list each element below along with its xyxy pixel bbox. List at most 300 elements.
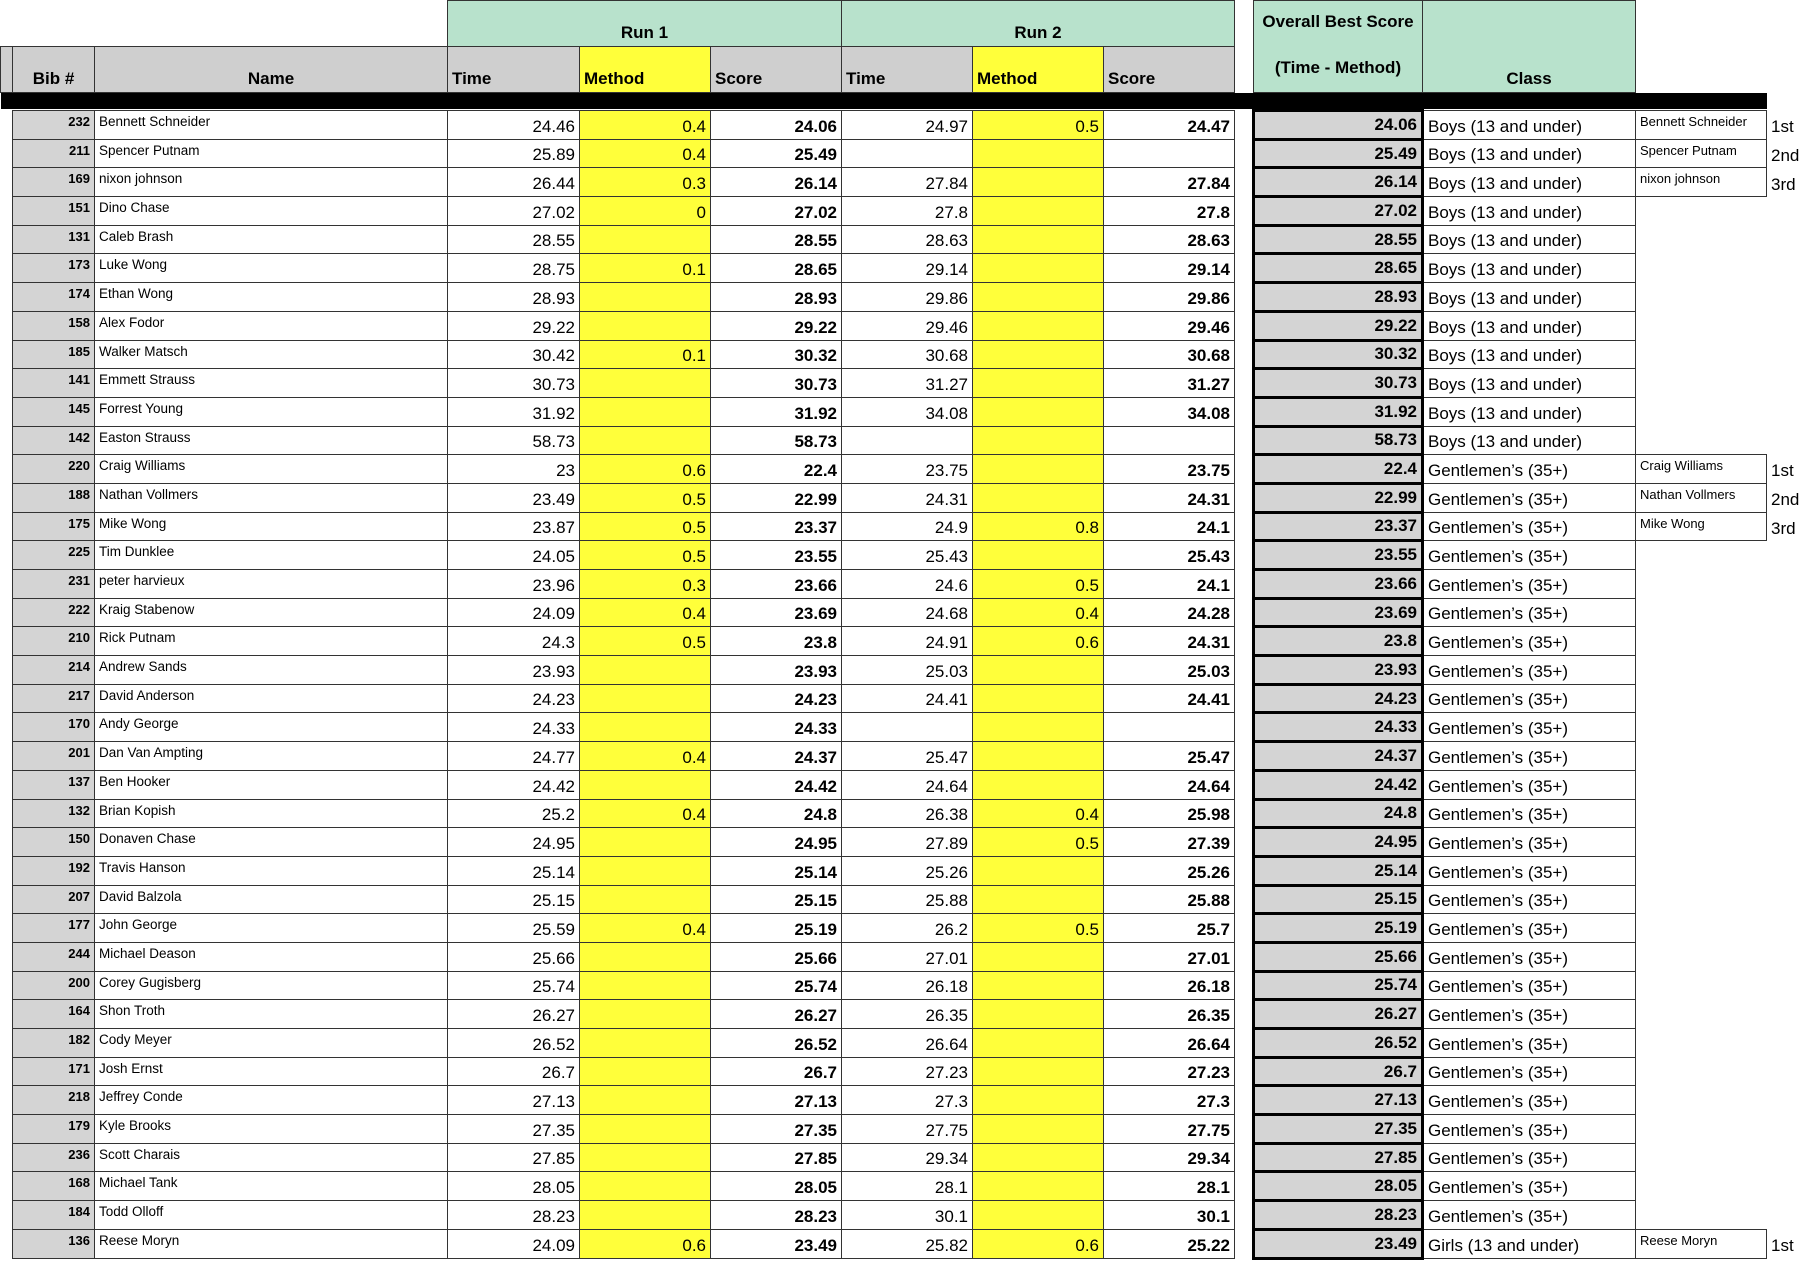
run1-score-cell: 29.22 xyxy=(711,311,842,340)
bib-cell: 214 xyxy=(13,656,95,685)
run1-score-cell: 25.66 xyxy=(711,942,842,971)
name-cell: Cody Meyer xyxy=(95,1029,448,1058)
run2-time-cell: 24.6 xyxy=(842,570,973,599)
row-spacer-cell xyxy=(1,111,13,140)
gap-cell xyxy=(1235,799,1254,828)
podium-place-cell xyxy=(1767,598,1802,627)
run2-time-cell: 28.1 xyxy=(842,1172,973,1201)
run2-score-cell: 27.39 xyxy=(1104,828,1235,857)
class-cell: Gentlemen’s (35+) xyxy=(1423,1029,1636,1058)
table-row xyxy=(1,1201,1802,1230)
run1-method-cell: 0.6 xyxy=(580,1229,711,1258)
podium-place-cell xyxy=(1767,225,1802,254)
name-cell: Brian Kopish xyxy=(95,799,448,828)
row-spacer-cell xyxy=(1,885,13,914)
podium-name-cell xyxy=(1636,225,1767,254)
run2-method-cell: 0.4 xyxy=(973,598,1104,627)
name-cell: Ethan Wong xyxy=(95,283,448,312)
overall-best-cell: 23.55 xyxy=(1254,541,1423,570)
overall-best-cell: 26.27 xyxy=(1254,1000,1423,1029)
run1-time-cell: 24.77 xyxy=(448,742,580,771)
gap-cell xyxy=(1235,742,1254,771)
run2-score-cell: 26.35 xyxy=(1104,1000,1235,1029)
run2-score-header: Score xyxy=(1104,47,1235,93)
row-spacer-cell xyxy=(1,340,13,369)
run2-score-cell: 24.41 xyxy=(1104,684,1235,713)
podium-name-cell xyxy=(1636,598,1767,627)
gap-cell xyxy=(1235,971,1254,1000)
run1-time-cell: 24.46 xyxy=(448,111,580,140)
bib-header: Bib # xyxy=(13,47,95,93)
gap-cell xyxy=(1235,512,1254,541)
run1-score-cell: 28.55 xyxy=(711,225,842,254)
gap-cell xyxy=(1235,111,1254,140)
run2-score-cell: 34.08 xyxy=(1104,397,1235,426)
table-row xyxy=(1,799,1802,828)
run2-score-cell xyxy=(1104,713,1235,742)
overall-best-cell: 25.14 xyxy=(1254,856,1423,885)
run2-time-cell: 24.68 xyxy=(842,598,973,627)
run2-score-cell: 30.1 xyxy=(1104,1201,1235,1230)
run2-method-cell xyxy=(973,971,1104,1000)
class-cell: Gentlemen’s (35+) xyxy=(1423,1000,1636,1029)
podium-name-cell xyxy=(1636,828,1767,857)
run2-score-cell: 27.75 xyxy=(1104,1115,1235,1144)
overall-best-cell: 25.49 xyxy=(1254,139,1423,168)
podium-name-cell xyxy=(1636,311,1767,340)
table-row xyxy=(1,627,1802,656)
table-row xyxy=(1,598,1802,627)
podium-place-cell xyxy=(1767,283,1802,312)
class-cell: Boys (13 and under) xyxy=(1423,311,1636,340)
podium-name-cell xyxy=(1636,197,1767,226)
gap-cell xyxy=(1235,254,1254,283)
run2-score-cell: 25.47 xyxy=(1104,742,1235,771)
class-cell: Gentlemen’s (35+) xyxy=(1423,942,1636,971)
row-spacer-cell xyxy=(1,570,13,599)
run1-score-cell: 30.73 xyxy=(711,369,842,398)
overall-best-cell: 26.14 xyxy=(1254,168,1423,197)
run2-time-cell: 26.64 xyxy=(842,1029,973,1058)
run2-time-cell: 27.8 xyxy=(842,197,973,226)
overall-best-cell: 29.22 xyxy=(1254,311,1423,340)
run1-method-cell xyxy=(580,1115,711,1144)
run2-time-cell: 25.26 xyxy=(842,856,973,885)
run2-time-cell: 27.75 xyxy=(842,1115,973,1144)
run2-score-cell: 27.01 xyxy=(1104,942,1235,971)
name-cell: Reese Moryn xyxy=(95,1229,448,1258)
podium-place-cell xyxy=(1767,426,1802,455)
run1-score-cell: 27.35 xyxy=(711,1115,842,1144)
bib-cell: 185 xyxy=(13,340,95,369)
row-spacer-cell xyxy=(1,254,13,283)
class-header: Class xyxy=(1423,1,1636,93)
row-spacer-cell xyxy=(1,225,13,254)
gap-cell xyxy=(1235,455,1254,484)
name-cell: Kyle Brooks xyxy=(95,1115,448,1144)
row-spacer-cell xyxy=(1,742,13,771)
row-spacer-cell xyxy=(1,799,13,828)
run1-method-cell: 0.5 xyxy=(580,541,711,570)
overall-best-cell: 30.73 xyxy=(1254,369,1423,398)
name-cell: Bennett Schneider xyxy=(95,111,448,140)
run2-method-cell xyxy=(973,1172,1104,1201)
run1-score-cell: 23.55 xyxy=(711,541,842,570)
name-cell: Andy George xyxy=(95,713,448,742)
run1-time-cell: 24.42 xyxy=(448,770,580,799)
row-spacer-cell xyxy=(1,770,13,799)
podium-place-cell xyxy=(1767,570,1802,599)
row-spacer-cell xyxy=(1,168,13,197)
run1-time-cell: 23.96 xyxy=(448,570,580,599)
run2-method-cell: 0.5 xyxy=(973,570,1104,599)
gap-cell xyxy=(1235,1143,1254,1172)
table-row xyxy=(1,197,1802,226)
run1-score-cell: 23.93 xyxy=(711,656,842,685)
podium-place-cell xyxy=(1767,713,1802,742)
run2-score-cell: 26.18 xyxy=(1104,971,1235,1000)
run1-method-cell xyxy=(580,225,711,254)
podium-name-cell xyxy=(1636,570,1767,599)
table-row xyxy=(1,369,1802,398)
row-spacer-cell xyxy=(1,541,13,570)
gap-cell xyxy=(1235,1229,1254,1258)
gap-cell xyxy=(1235,369,1254,398)
run1-time-cell: 28.75 xyxy=(448,254,580,283)
overall-best-cell: 24.37 xyxy=(1254,742,1423,771)
bib-cell: 217 xyxy=(13,684,95,713)
class-cell: Gentlemen’s (35+) xyxy=(1423,627,1636,656)
run2-score-cell: 25.7 xyxy=(1104,914,1235,943)
row-spacer-cell xyxy=(1,397,13,426)
bib-cell: 158 xyxy=(13,311,95,340)
overall-best-cell: 27.02 xyxy=(1254,197,1423,226)
row-spacer-cell xyxy=(1,483,13,512)
run2-time-cell: 25.03 xyxy=(842,656,973,685)
run1-score-cell: 23.37 xyxy=(711,512,842,541)
overall-best-cell: 28.65 xyxy=(1254,254,1423,283)
name-cell: Forrest Young xyxy=(95,397,448,426)
class-cell: Boys (13 and under) xyxy=(1423,254,1636,283)
run1-method-cell xyxy=(580,684,711,713)
run1-score-cell: 58.73 xyxy=(711,426,842,455)
bib-cell: 231 xyxy=(13,570,95,599)
run2-score-cell: 24.1 xyxy=(1104,570,1235,599)
name-cell: David Anderson xyxy=(95,684,448,713)
name-cell: Walker Matsch xyxy=(95,340,448,369)
name-cell: Craig Williams xyxy=(95,455,448,484)
row-spacer-cell xyxy=(1,856,13,885)
podium-name-cell xyxy=(1636,340,1767,369)
class-cell: Gentlemen’s (35+) xyxy=(1423,512,1636,541)
class-cell: Gentlemen’s (35+) xyxy=(1423,914,1636,943)
table-row xyxy=(1,713,1802,742)
podium-place-cell xyxy=(1767,627,1802,656)
run1-score-cell: 28.05 xyxy=(711,1172,842,1201)
podium-name-cell xyxy=(1636,1086,1767,1115)
name-cell: Andrew Sands xyxy=(95,656,448,685)
bib-cell: 182 xyxy=(13,1029,95,1058)
gap-cell xyxy=(1235,570,1254,599)
table-row xyxy=(1,885,1802,914)
name-cell: Dino Chase xyxy=(95,197,448,226)
run2-time-cell: 30.1 xyxy=(842,1201,973,1230)
overall-best-cell: 24.33 xyxy=(1254,713,1423,742)
run2-method-cell: 0.5 xyxy=(973,111,1104,140)
run1-method-cell xyxy=(580,283,711,312)
run1-method-cell xyxy=(580,369,711,398)
run1-time-cell: 30.42 xyxy=(448,340,580,369)
row-spacer-cell xyxy=(1,1086,13,1115)
bib-cell: 170 xyxy=(13,713,95,742)
run1-score-cell: 25.49 xyxy=(711,139,842,168)
run1-score-cell: 23.49 xyxy=(711,1229,842,1258)
run1-score-cell: 24.37 xyxy=(711,742,842,771)
run2-header: Run 2 xyxy=(842,1,1235,47)
run2-method-cell xyxy=(973,455,1104,484)
run1-time-cell: 25.66 xyxy=(448,942,580,971)
run2-method-cell xyxy=(973,885,1104,914)
name-cell: Emmett Strauss xyxy=(95,369,448,398)
run1-method-cell: 0.6 xyxy=(580,455,711,484)
run2-time-cell: 24.64 xyxy=(842,770,973,799)
table-row xyxy=(1,856,1802,885)
run2-score-cell: 27.84 xyxy=(1104,168,1235,197)
bib-cell: 207 xyxy=(13,885,95,914)
podium-name-cell xyxy=(1636,914,1767,943)
run1-method-cell: 0.4 xyxy=(580,139,711,168)
podium-place-cell xyxy=(1767,340,1802,369)
run2-score-cell xyxy=(1104,139,1235,168)
table-row xyxy=(1,483,1802,512)
run2-score-cell: 29.46 xyxy=(1104,311,1235,340)
podium-name-cell xyxy=(1636,1057,1767,1086)
bib-cell: 164 xyxy=(13,1000,95,1029)
row-spacer-cell xyxy=(1,942,13,971)
name-cell: Michael Tank xyxy=(95,1172,448,1201)
bib-cell: 173 xyxy=(13,254,95,283)
run1-method-cell: 0.5 xyxy=(580,512,711,541)
run1-time-cell: 27.13 xyxy=(448,1086,580,1115)
overall-best-cell: 27.13 xyxy=(1254,1086,1423,1115)
run2-time-cell: 29.86 xyxy=(842,283,973,312)
run1-time-cell: 28.23 xyxy=(448,1201,580,1230)
overall-best-cell: 27.35 xyxy=(1254,1115,1423,1144)
podium-name-cell: Nathan Vollmers xyxy=(1636,483,1767,512)
run2-time-cell: 27.01 xyxy=(842,942,973,971)
table-row xyxy=(1,541,1802,570)
run2-method-cell xyxy=(973,1143,1104,1172)
overall-best-cell: 28.23 xyxy=(1254,1201,1423,1230)
name-cell: Jeffrey Conde xyxy=(95,1086,448,1115)
run2-time-cell: 26.18 xyxy=(842,971,973,1000)
run2-time-header: Time xyxy=(842,47,973,93)
class-cell: Gentlemen’s (35+) xyxy=(1423,1172,1636,1201)
run1-score-cell: 30.32 xyxy=(711,340,842,369)
overall-best-cell: 24.06 xyxy=(1254,111,1423,140)
gap-cell xyxy=(1235,1172,1254,1201)
run1-score-cell: 22.4 xyxy=(711,455,842,484)
header-divider-bar xyxy=(1,93,1802,111)
podium-name-cell xyxy=(1636,656,1767,685)
podium-place-cell: 1st xyxy=(1771,117,1794,137)
overall-best-cell: 24.95 xyxy=(1254,828,1423,857)
table-row xyxy=(1,254,1802,283)
bib-cell: 192 xyxy=(13,856,95,885)
class-cell: Gentlemen’s (35+) xyxy=(1423,799,1636,828)
run1-score-cell: 27.13 xyxy=(711,1086,842,1115)
run1-time-cell: 27.02 xyxy=(448,197,580,226)
run1-time-cell: 26.52 xyxy=(448,1029,580,1058)
run2-method-cell xyxy=(973,369,1104,398)
run2-method-cell xyxy=(973,656,1104,685)
name-cell: Donaven Chase xyxy=(95,828,448,857)
bib-cell: 132 xyxy=(13,799,95,828)
run1-time-cell: 26.27 xyxy=(448,1000,580,1029)
podium-name-cell xyxy=(1636,799,1767,828)
podium-place-cell xyxy=(1767,799,1802,828)
gap-cell xyxy=(1235,656,1254,685)
run1-method-cell: 0.1 xyxy=(580,254,711,283)
run1-score-cell: 27.02 xyxy=(711,197,842,226)
run1-time-cell: 24.05 xyxy=(448,541,580,570)
run1-method-cell: 0.5 xyxy=(580,627,711,656)
class-cell: Boys (13 and under) xyxy=(1423,283,1636,312)
podium-place-cell xyxy=(1767,197,1802,226)
bib-cell: 136 xyxy=(13,1229,95,1258)
run1-time-cell: 26.44 xyxy=(448,168,580,197)
bib-cell: 218 xyxy=(13,1086,95,1115)
run2-score-cell: 29.34 xyxy=(1104,1143,1235,1172)
overall-best-cell: 58.73 xyxy=(1254,426,1423,455)
run1-time-cell: 58.73 xyxy=(448,426,580,455)
bib-cell: 179 xyxy=(13,1115,95,1144)
overall-best-cell: 25.15 xyxy=(1254,885,1423,914)
bib-cell: 210 xyxy=(13,627,95,656)
class-cell: Gentlemen’s (35+) xyxy=(1423,656,1636,685)
run1-time-cell: 30.73 xyxy=(448,369,580,398)
podium-name-cell xyxy=(1636,713,1767,742)
bib-cell: 174 xyxy=(13,283,95,312)
run1-method-cell xyxy=(580,426,711,455)
run1-score-cell: 23.8 xyxy=(711,627,842,656)
row-spacer-cell xyxy=(1,1201,13,1230)
run1-score-cell: 25.19 xyxy=(711,914,842,943)
name-cell: nixon johnson xyxy=(95,168,448,197)
run1-time-cell: 25.2 xyxy=(448,799,580,828)
name-cell: Josh Ernst xyxy=(95,1057,448,1086)
podium-name-cell xyxy=(1636,426,1767,455)
run2-method-cell xyxy=(973,225,1104,254)
podium-name-cell xyxy=(1636,1143,1767,1172)
overall-best-cell: 28.05 xyxy=(1254,1172,1423,1201)
overall-best-cell: 24.42 xyxy=(1254,770,1423,799)
run1-method-header: Method xyxy=(580,47,711,93)
class-cell: Gentlemen’s (35+) xyxy=(1423,1115,1636,1144)
run1-score-header: Score xyxy=(711,47,842,93)
row-spacer-cell xyxy=(1,1029,13,1058)
bib-cell: 137 xyxy=(13,770,95,799)
run2-score-cell: 23.75 xyxy=(1104,455,1235,484)
run1-score-cell: 26.27 xyxy=(711,1000,842,1029)
run2-method-cell xyxy=(973,942,1104,971)
podium-name-cell xyxy=(1636,1115,1767,1144)
table-row xyxy=(1,426,1802,455)
class-cell: Gentlemen’s (35+) xyxy=(1423,885,1636,914)
overall-best-cell: 27.85 xyxy=(1254,1143,1423,1172)
run2-time-cell: 28.63 xyxy=(842,225,973,254)
row-spacer-cell xyxy=(1,828,13,857)
podium-name-cell: Spencer Putnam xyxy=(1636,139,1767,168)
row-spacer-cell xyxy=(1,426,13,455)
row-spacer-cell xyxy=(1,1115,13,1144)
run2-time-cell xyxy=(842,139,973,168)
table-row xyxy=(1,1057,1802,1086)
podium-place-cell xyxy=(1767,311,1802,340)
run2-method-cell xyxy=(973,856,1104,885)
run2-time-cell: 34.08 xyxy=(842,397,973,426)
run1-method-cell xyxy=(580,1029,711,1058)
name-cell: Travis Hanson xyxy=(95,856,448,885)
podium-name-cell xyxy=(1636,1029,1767,1058)
run1-time-cell: 29.22 xyxy=(448,311,580,340)
run2-method-cell: 0.6 xyxy=(973,627,1104,656)
bib-cell: 200 xyxy=(13,971,95,1000)
run2-score-cell: 24.28 xyxy=(1104,598,1235,627)
overall-best-cell: 31.92 xyxy=(1254,397,1423,426)
overall-best-cell: 25.74 xyxy=(1254,971,1423,1000)
run2-method-cell xyxy=(973,1086,1104,1115)
name-cell: Dan Van Ampting xyxy=(95,742,448,771)
run1-method-cell: 0.4 xyxy=(580,799,711,828)
class-cell: Boys (13 and under) xyxy=(1423,225,1636,254)
run1-time-cell: 26.7 xyxy=(448,1057,580,1086)
class-cell: Boys (13 and under) xyxy=(1423,340,1636,369)
run1-method-cell xyxy=(580,942,711,971)
table-row xyxy=(1,684,1802,713)
row-spacer-cell xyxy=(1,1057,13,1086)
run2-method-cell xyxy=(973,770,1104,799)
bib-cell: 225 xyxy=(13,541,95,570)
podium-place-cell xyxy=(1767,1115,1802,1144)
class-cell: Girls (13 and under) xyxy=(1423,1229,1636,1258)
run2-method-cell: 0.5 xyxy=(973,914,1104,943)
podium-name-cell xyxy=(1636,1000,1767,1029)
class-cell: Gentlemen’s (35+) xyxy=(1423,1057,1636,1086)
run2-method-cell xyxy=(973,541,1104,570)
gap-cell xyxy=(1235,541,1254,570)
run2-method-cell xyxy=(973,397,1104,426)
run2-score-cell: 24.47 xyxy=(1104,111,1235,140)
run1-score-cell: 25.15 xyxy=(711,885,842,914)
run2-time-cell xyxy=(842,713,973,742)
gap-cell xyxy=(1235,684,1254,713)
name-cell: Todd Olloff xyxy=(95,1201,448,1230)
podium-place-cell xyxy=(1767,369,1802,398)
gap-cell xyxy=(1235,1057,1254,1086)
name-cell: Kraig Stabenow xyxy=(95,598,448,627)
run1-method-cell xyxy=(580,1000,711,1029)
class-cell: Gentlemen’s (35+) xyxy=(1423,570,1636,599)
row-spacer-cell xyxy=(1,455,13,484)
name-cell: Shon Troth xyxy=(95,1000,448,1029)
run1-method-cell xyxy=(580,885,711,914)
run2-method-header: Method xyxy=(973,47,1104,93)
overall-best-cell: 22.99 xyxy=(1254,483,1423,512)
run1-time-cell: 25.59 xyxy=(448,914,580,943)
podium-name-cell xyxy=(1636,1172,1767,1201)
run2-time-cell: 27.89 xyxy=(842,828,973,857)
